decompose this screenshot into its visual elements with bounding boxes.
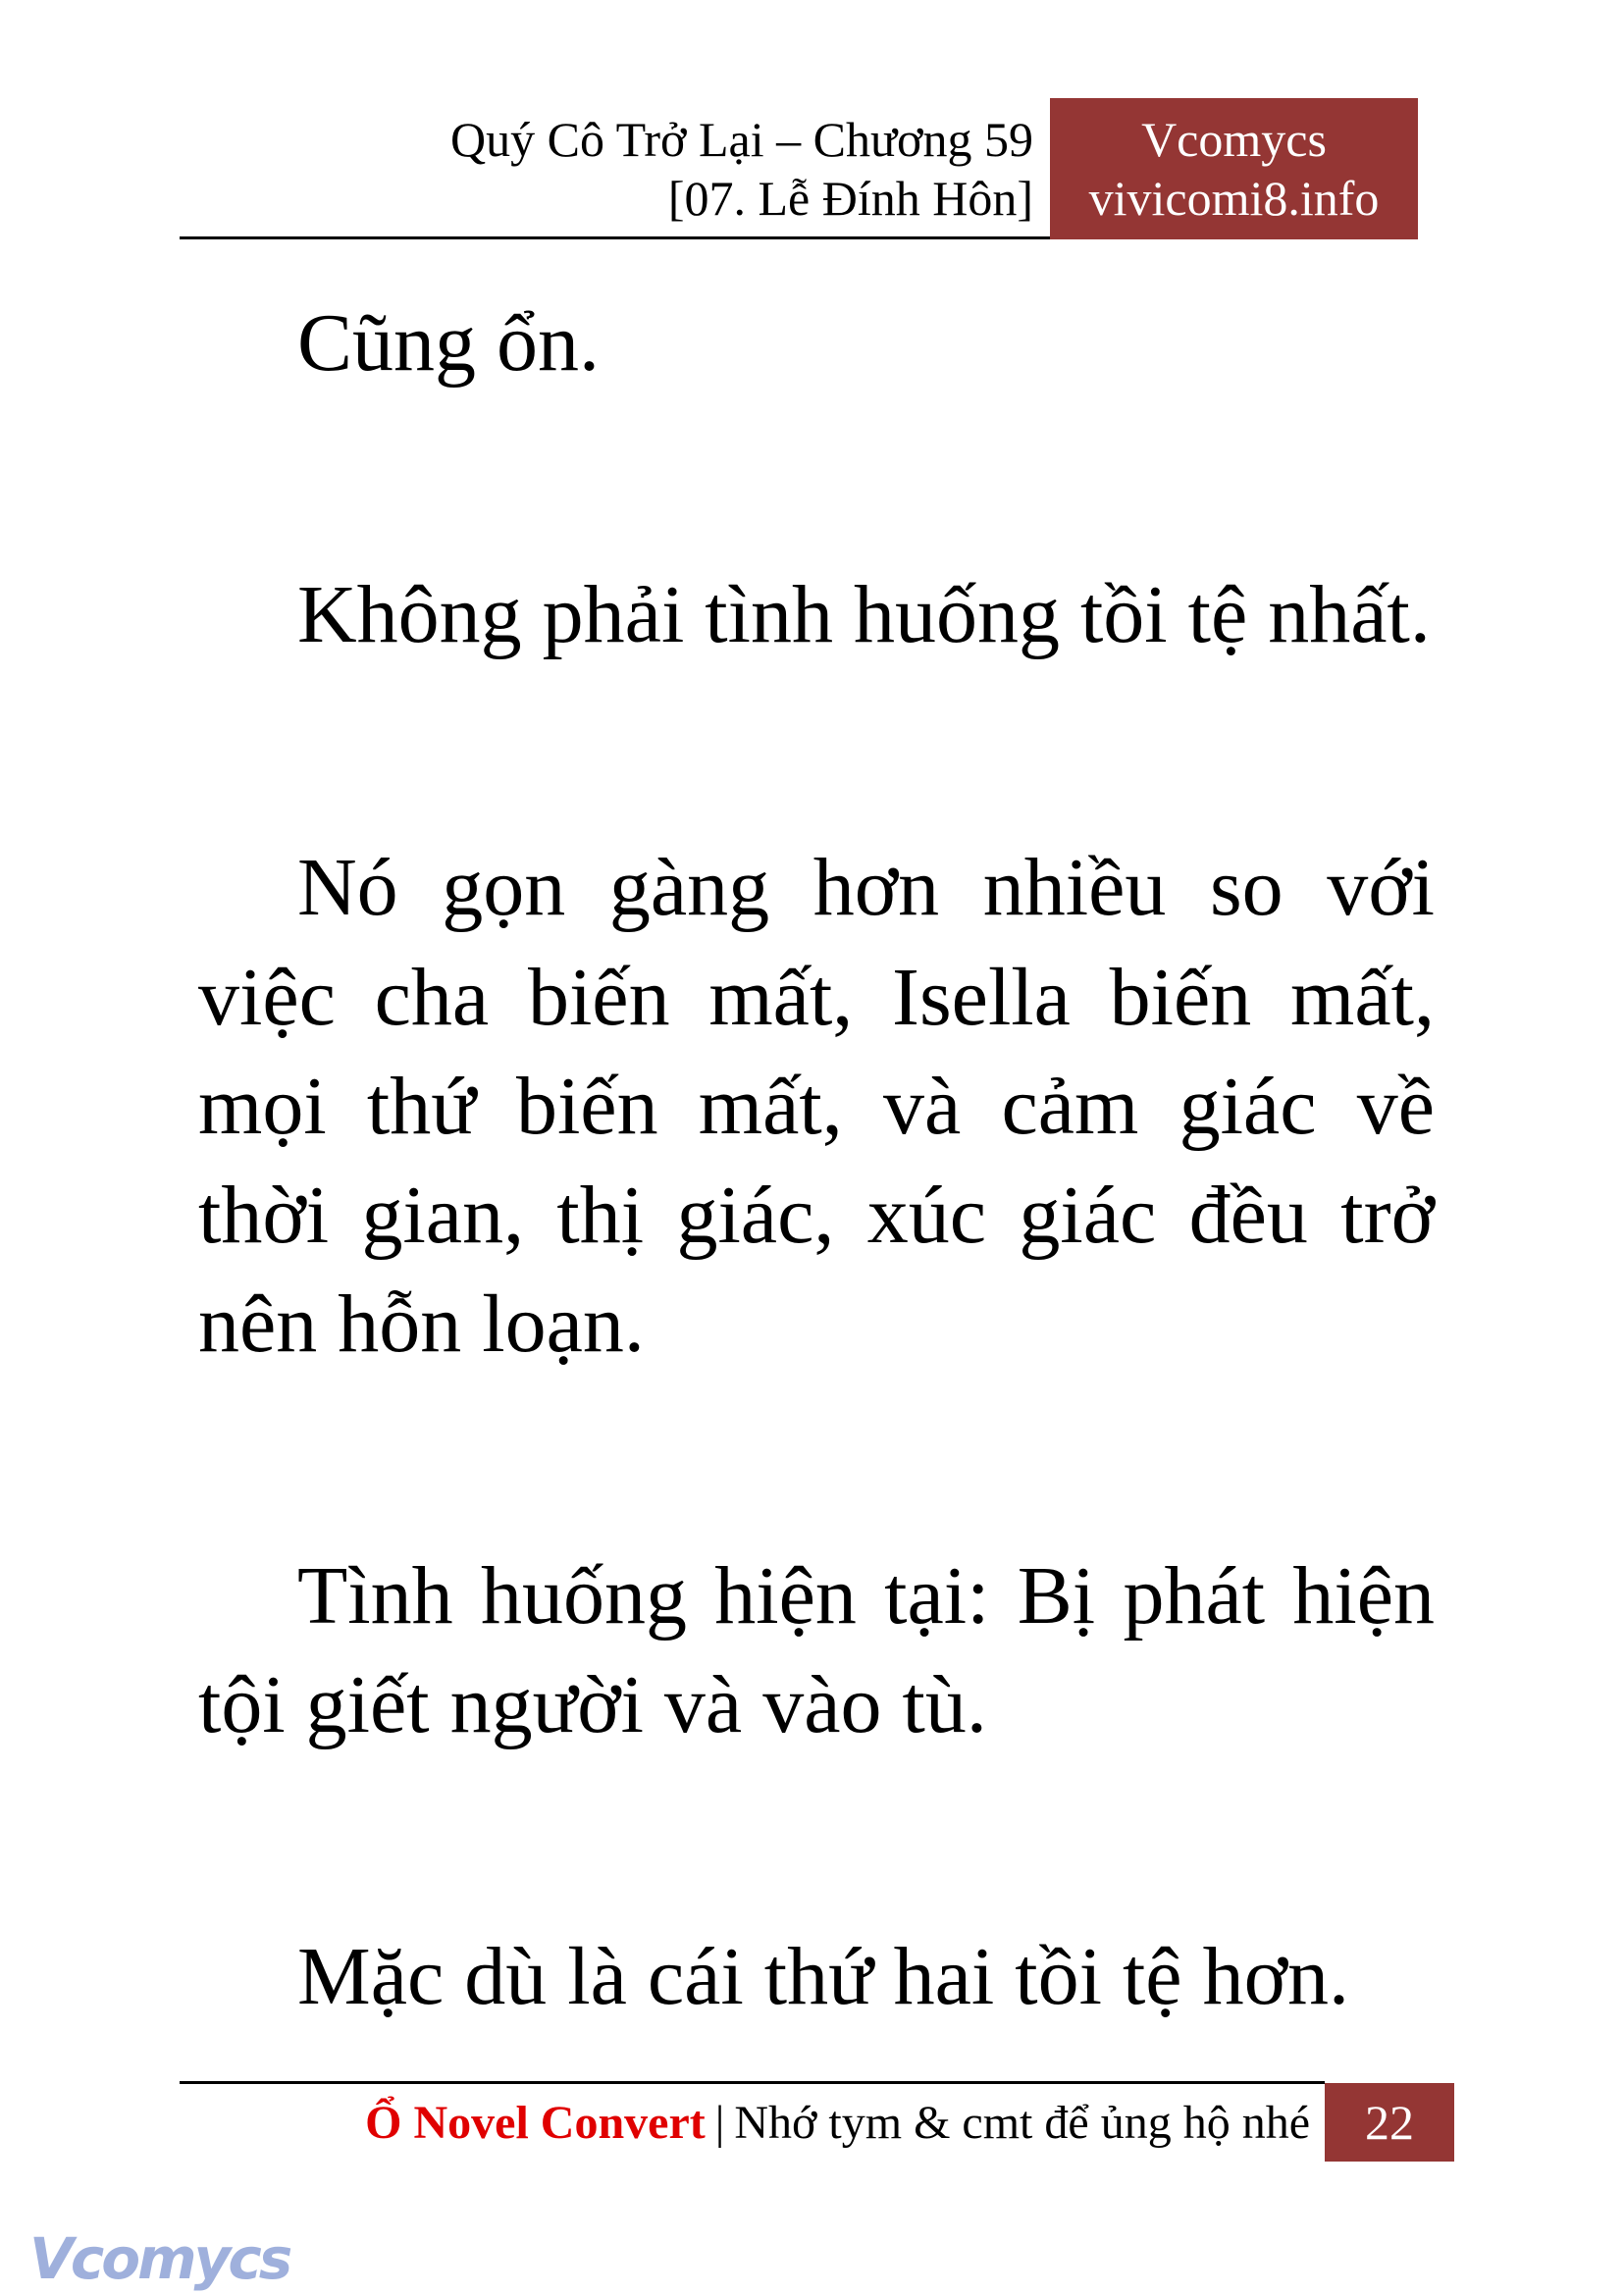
source-name: Vcomycs	[1141, 112, 1327, 167]
chapter-title-line2: [07. Lễ Đính Hôn]	[667, 171, 1033, 226]
paragraph-3-line: việc cha biến mất, Isella biến mất,	[198, 952, 1435, 1043]
footer-message: Nhớ tym & cmt để ủng hộ nhé	[734, 2097, 1310, 2149]
footer-brand: Ổ Novel Convert	[365, 2097, 706, 2149]
footer-divider	[180, 2081, 1325, 2084]
paragraph-2-line: Không phải tình huống tồi tệ nhất.	[297, 569, 1431, 660]
paragraph-1-line: Cũng ổn.	[297, 297, 601, 389]
footer-separator: |	[714, 2097, 725, 2149]
chapter-title	[450, 110, 1033, 228]
footer-text	[365, 2094, 1310, 2153]
paragraph-3-line: Nó gọn gàng hơn nhiều so với	[297, 842, 1435, 933]
paragraph-3-line: mọi thứ biến mất, và cảm giác về	[198, 1061, 1435, 1152]
paragraph-5-line: Mặc dù là cái thứ hai tồi tệ hơn.	[297, 1931, 1349, 2022]
source-badge	[1050, 98, 1418, 239]
paragraph-3-line: thời gian, thị giác, xúc giác đều trở	[198, 1170, 1435, 1261]
header-divider	[180, 236, 1053, 239]
paragraph-3-line: nên hỗn loạn.	[198, 1278, 645, 1370]
page-number: 22	[1325, 2083, 1454, 2162]
watermark-logo: Vcomycs	[29, 2225, 290, 2292]
chapter-title-line1: Quý Cô Trở Lại – Chương 59	[450, 112, 1033, 167]
source-url: vivicomi8.info	[1088, 171, 1380, 226]
paragraph-4-line: tội giết người và vào tù.	[198, 1659, 987, 1750]
paragraph-4-line: Tình huống hiện tại: Bị phát hiện	[297, 1550, 1435, 1642]
